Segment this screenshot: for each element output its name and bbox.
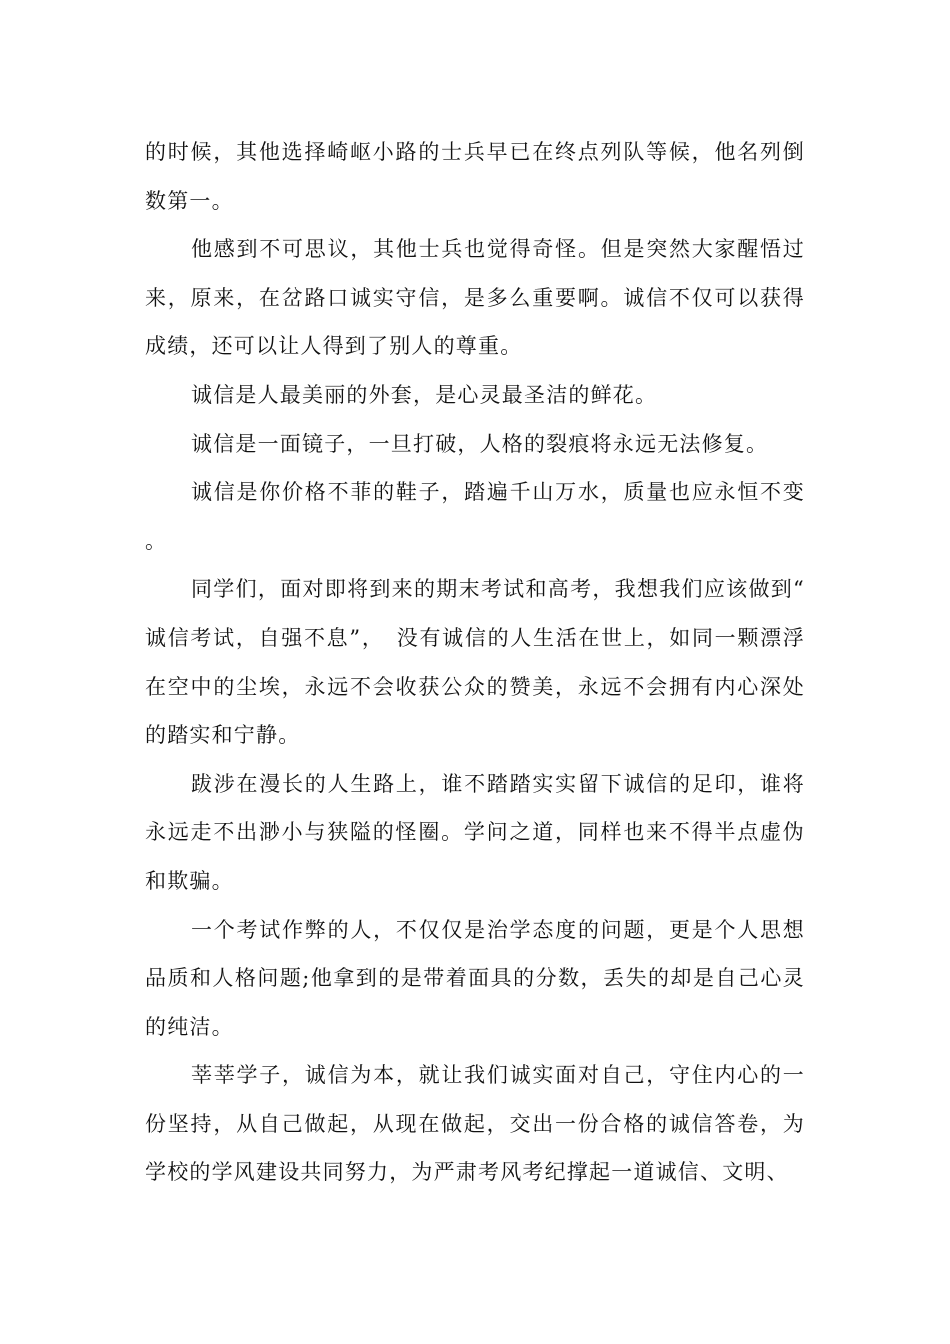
paragraph-1: 的时候，其他选择崎岖小路的士兵早已在终点列队等候，他名列倒数第一。 [145, 140, 805, 213]
paragraph-7: 跋涉在漫长的人生路上，谁不踏踏实实留下诚信的足印，谁将永远走不出渺小与狭隘的怪圈。学问之道，同样也来不得半点虚伪和欺骗。 [145, 771, 805, 893]
paragraph-5: 诚信是你价格不菲的鞋子，踏遍千山万水，质量也应永恒不变。 [145, 480, 805, 553]
paragraph-9: 莘莘学子，诚信为本，就让我们诚实面对自己，守住内心的一份坚持，从自己做起，从现在做起，交出一份合格的诚信答卷，为学校的学风建设共同努力，为严肃考风考纪撑起一道诚信、文明、 [145, 1063, 805, 1185]
paragraph-6: 同学们，面对即将到来的期末考试和高考，我想我们应该做到“诚信考试，自强不息”， 没有诚信的人生活在世上，如同一颗漂浮在空中的尘埃，永远不会收获公众的赞美，永远不会拥有内心深处的踏实和宁静。 [145, 577, 805, 748]
paragraph-3: 诚信是人最美丽的外套，是心灵最圣洁的鲜花。 [191, 382, 658, 407]
document-body [145, 128, 805, 1197]
paragraph-2: 他感到不可思议，其他士兵也觉得奇怪。但是突然大家醒悟过来，原来，在岔路口诚实守信，是多么重要啊。诚信不仅可以获得成绩，还可以让人得到了别人的尊重。 [145, 237, 805, 359]
paragraph-8: 一个考试作弊的人，不仅仅是治学态度的问题，更是个人思想品质和人格问题;他拿到的是带着面具的分数，丢失的却是自己心灵的纯洁。 [145, 917, 805, 1039]
paragraph-4: 诚信是一面镜子，一旦打破，人格的裂痕将永远无法修复。 [191, 431, 769, 456]
